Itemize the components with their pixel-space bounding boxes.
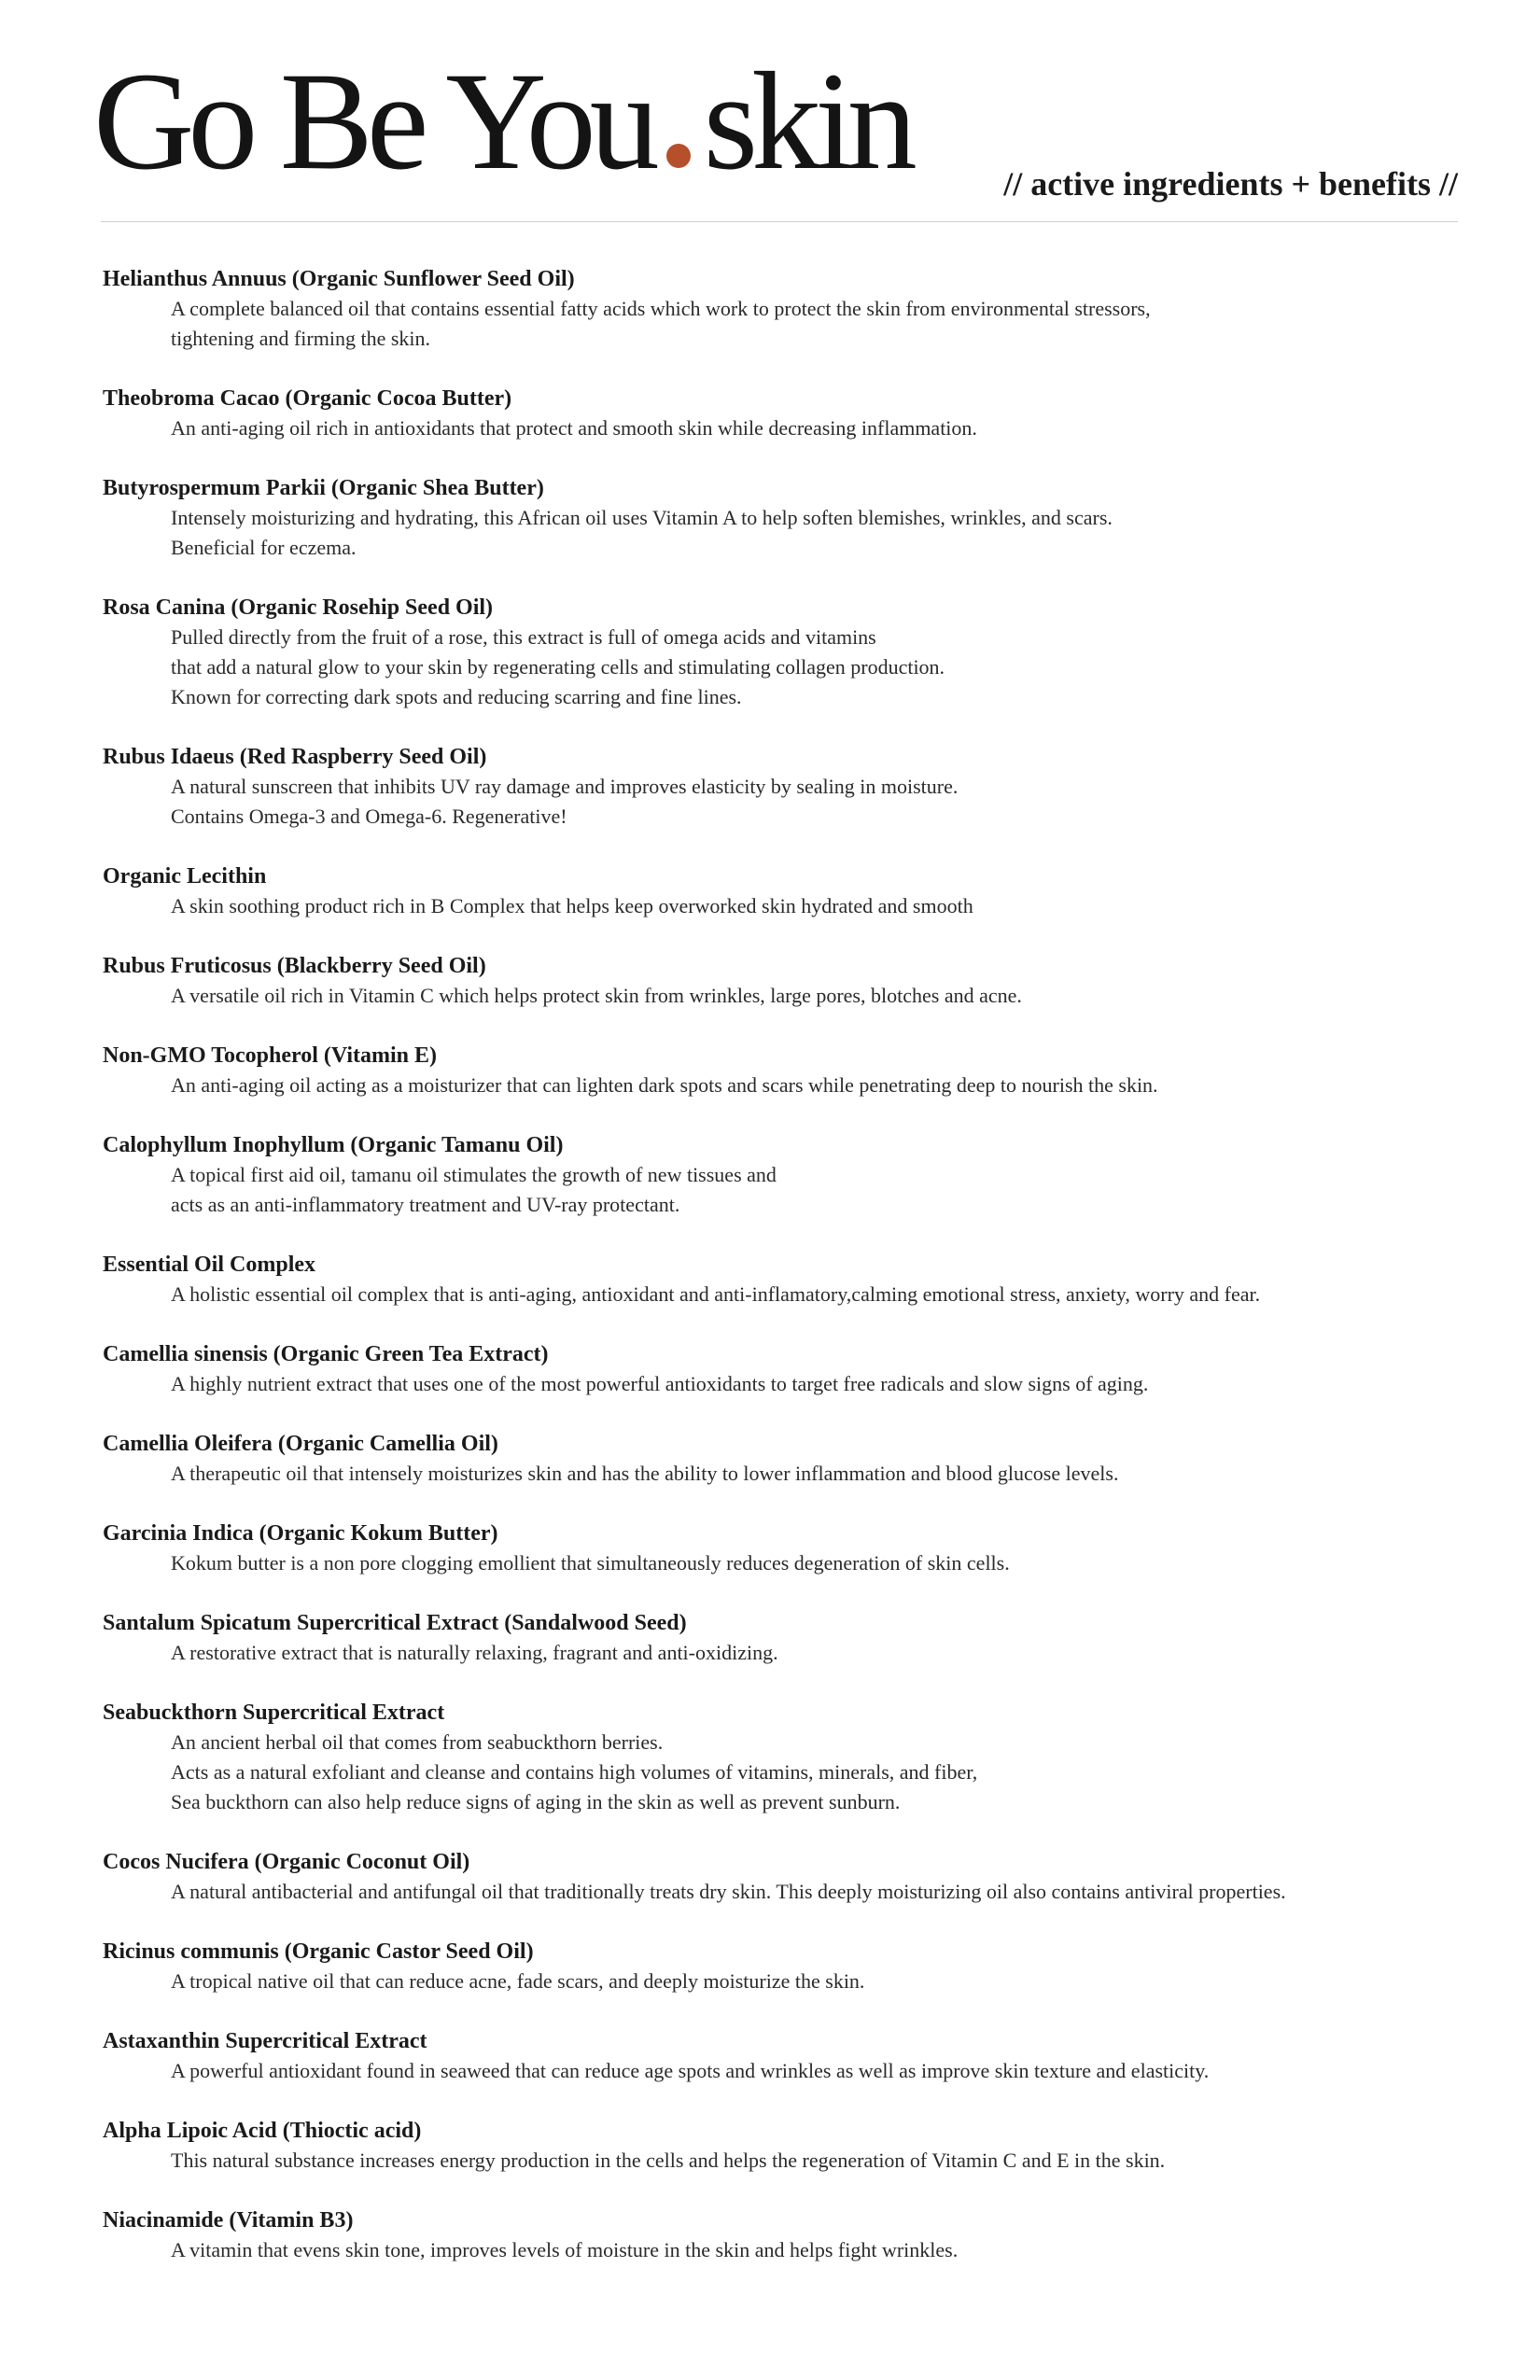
ingredient-name: Seabuckthorn Supercritical Extract	[103, 1701, 445, 1725]
ingredient-name: Helianthus Annuus (Organic Sunflower Seed Oil)	[103, 267, 575, 291]
page-subtitle: // active ingredients + benefits //	[1003, 165, 1458, 203]
ingredient-description	[171, 2056, 1456, 2086]
ingredient-item	[103, 742, 1456, 832]
ingredient-description-line: A therapeutic oil that intensely moisturizes skin and has the ability to lower inflammation and blood glucose levels.	[171, 1462, 1119, 1485]
ingredient-description	[171, 2235, 1456, 2265]
ingredient-description-line: An anti-aging oil rich in antioxidants that protect and smooth skin while decreasing inflammation.	[171, 416, 977, 440]
ingredient-description-line: An ancient herbal oil that comes from seabuckthorn berries.	[171, 1730, 664, 1754]
ingredient-description	[171, 413, 1456, 443]
ingredient-name: Ricinus communis (Organic Castor Seed Oil)	[103, 1939, 534, 1964]
ingredient-description-line: A powerful antioxidant found in seaweed that can reduce age spots and wrinkles as well as improve skin texture and elasticity.	[171, 2059, 1210, 2082]
ingredient-item	[103, 473, 1456, 563]
ingredient-description	[171, 1967, 1456, 1996]
ingredient-name: Camellia sinensis (Organic Green Tea Extract)	[103, 1342, 549, 1366]
ingredient-item	[103, 1250, 1456, 1309]
ingredient-name: Cocos Nucifera (Organic Coconut Oil)	[103, 1850, 470, 1874]
ingredient-item	[103, 2116, 1456, 2176]
ingredient-description	[171, 1369, 1456, 1399]
ingredient-name: Alpha Lipoic Acid (Thioctic acid)	[103, 2119, 422, 2143]
ingredient-description-line: A versatile oil rich in Vitamin C which helps protect skin from wrinkles, large pores, blotches and acne.	[171, 984, 1022, 1007]
ingredient-item	[103, 264, 1456, 354]
ingredient-item	[103, 1937, 1456, 1996]
ingredient-item	[103, 593, 1456, 712]
ingredient-description	[171, 1728, 1456, 1817]
ingredient-description	[171, 891, 1456, 921]
ingredient-item	[103, 1608, 1456, 1668]
ingredient-item	[103, 1847, 1456, 1907]
ingredient-description-line: Intensely moisturizing and hydrating, this African oil uses Vitamin A to help soften blemishes, wrinkles, and scars.	[171, 506, 1113, 529]
ingredient-name: Garcinia Indica (Organic Kokum Butter)	[103, 1521, 498, 1546]
ingredient-description-line: Known for correcting dark spots and reducing scarring and fine lines.	[171, 685, 742, 708]
brand-name: Go Be You	[93, 44, 653, 199]
ingredient-description-line: This natural substance increases energy production in the cells and helps the regeneration of Vitamin C and E in the skin.	[171, 2149, 1166, 2172]
ingredient-description-line: A natural sunscreen that inhibits UV ray damage and improves elasticity by sealing in moisture.	[171, 775, 959, 798]
ingredient-description-line: Contains Omega-3 and Omega-6. Regenerative!	[171, 805, 567, 828]
ingredient-name: Theobroma Cacao (Organic Cocoa Butter)	[103, 386, 512, 411]
ingredient-description	[171, 1071, 1456, 1100]
ingredient-name: Rosa Canina (Organic Rosehip Seed Oil)	[103, 595, 494, 620]
ingredient-description-line: Pulled directly from the fruit of a rose, this extract is full of omega acids and vitamins	[171, 625, 876, 649]
ingredient-name: Butyrospermum Parkii (Organic Shea Butter)	[103, 476, 544, 500]
ingredient-item	[103, 951, 1456, 1011]
ingredient-list	[103, 264, 1456, 2295]
ingredient-description-line: A skin soothing product rich in B Complex that helps keep overworked skin hydrated and smooth	[171, 894, 973, 917]
ingredient-description-line: Beneficial for eczema.	[171, 536, 357, 559]
ingredient-description-line: acts as an anti-inflammatory treatment and UV-ray protectant.	[171, 1193, 680, 1216]
ingredient-description-line: Sea buckthorn can also help reduce signs of aging in the skin as well as prevent sunburn.	[171, 1790, 901, 1813]
ingredient-description-line: Acts as a natural exfoliant and cleanse and contains high volumes of vitamins, minerals, and fiber,	[171, 1760, 978, 1784]
ingredient-name: Niacinamide (Vitamin B3)	[103, 2208, 354, 2233]
ingredient-description-line: Kokum butter is a non pore clogging emollient that simultaneously reduces degeneration of skin cells.	[171, 1551, 1010, 1575]
ingredient-description	[171, 1548, 1456, 1578]
ingredient-item	[103, 2026, 1456, 2086]
brand-suffix: skin	[703, 44, 911, 199]
ingredient-description	[171, 772, 1456, 832]
ingredient-description-line: A restorative extract that is naturally relaxing, fragrant and anti-oxidizing.	[171, 1641, 778, 1664]
ingredient-description-line: tightening and firming the skin.	[171, 327, 431, 350]
brand-logo	[93, 44, 911, 199]
ingredient-name: Santalum Spicatum Supercritical Extract (Sandalwood Seed)	[103, 1611, 687, 1635]
ingredient-name: Camellia Oleifera (Organic Camellia Oil)	[103, 1432, 498, 1456]
ingredient-item	[103, 1041, 1456, 1100]
ingredient-name: Non-GMO Tocopherol (Vitamin E)	[103, 1043, 438, 1068]
ingredient-description-line: A natural antibacterial and antifungal oil that traditionally treats dry skin. This deeply moisturizing oil also contains antiviral properties.	[171, 1880, 1286, 1903]
ingredient-description	[171, 294, 1456, 354]
ingredient-description	[171, 623, 1456, 712]
ingredient-description	[171, 981, 1456, 1011]
ingredient-description	[171, 1877, 1456, 1907]
ingredient-description-line: A vitamin that evens skin tone, improves levels of moisture in the skin and helps fight wrinkles.	[171, 2238, 959, 2261]
ingredient-description-line: that add a natural glow to your skin by regenerating cells and stimulating collagen production.	[171, 655, 945, 679]
ingredient-item	[103, 1429, 1456, 1489]
ingredient-description	[171, 1160, 1456, 1220]
ingredient-description	[171, 1280, 1456, 1309]
ingredient-item	[103, 1519, 1456, 1578]
ingredient-item	[103, 2205, 1456, 2265]
ingredient-description-line: A complete balanced oil that contains essential fatty acids which work to protect the skin from environmental stressors,	[171, 297, 1151, 320]
ingredient-item	[103, 384, 1456, 443]
ingredient-name: Rubus Idaeus (Red Raspberry Seed Oil)	[103, 745, 487, 769]
ingredient-description-line: A tropical native oil that can reduce acne, fade scars, and deeply moisturize the skin.	[171, 1969, 865, 1993]
ingredient-description-line: A highly nutrient extract that uses one of the most powerful antioxidants to target free radicals and slow signs of aging.	[171, 1372, 1149, 1395]
ingredient-item	[103, 1130, 1456, 1220]
ingredient-description	[171, 503, 1456, 563]
ingredient-item	[103, 861, 1456, 921]
brand-dot-icon	[666, 144, 691, 168]
ingredient-name: Calophyllum Inophyllum (Organic Tamanu Oil)	[103, 1133, 564, 1157]
ingredient-name: Rubus Fruticosus (Blackberry Seed Oil)	[103, 954, 486, 978]
ingredient-description-line: A holistic essential oil complex that is anti-aging, antioxidant and anti-inflamatory,calming emotional stress, anxiety, worry and fear.	[171, 1282, 1261, 1306]
ingredient-description	[171, 1459, 1456, 1489]
header-divider	[101, 221, 1458, 222]
ingredient-description	[171, 1638, 1456, 1668]
ingredient-item	[103, 1339, 1456, 1399]
ingredient-description	[171, 2146, 1456, 2176]
ingredient-description-line: An anti-aging oil acting as a moisturizer that can lighten dark spots and scars while penetrating deep to nourish the skin.	[171, 1073, 1158, 1097]
ingredient-name: Organic Lecithin	[103, 864, 267, 889]
ingredient-name: Astaxanthin Supercritical Extract	[103, 2029, 427, 2053]
ingredient-name: Essential Oil Complex	[103, 1253, 316, 1277]
ingredient-description-line: A topical first aid oil, tamanu oil stimulates the growth of new tissues and	[171, 1163, 777, 1186]
ingredient-item	[103, 1698, 1456, 1817]
